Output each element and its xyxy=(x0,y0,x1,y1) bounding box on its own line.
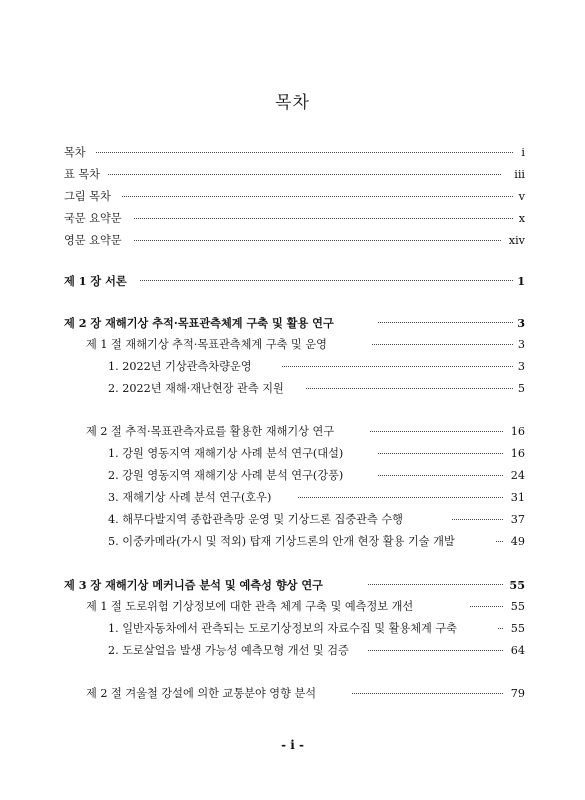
toc-page: 5 xyxy=(517,382,525,395)
toc-entry-item-2-2-5[interactable] xyxy=(0,533,585,551)
toc-entry-figure-list[interactable] xyxy=(0,188,585,206)
toc-entry-item-2-2-3[interactable] xyxy=(0,489,585,507)
toc-page: 55 xyxy=(510,622,525,635)
toc-label: 제 2 절 겨울철 강설에 의한 교통분야 영향 분석 xyxy=(86,687,317,700)
toc-entry-section-2-1[interactable] xyxy=(0,336,585,354)
toc-label: 제 3 장 재해기상 메커니즘 분석 및 예측성 향상 연구 xyxy=(64,578,323,592)
toc-page: 16 xyxy=(510,425,525,438)
toc-entry-chapter-3[interactable] xyxy=(0,576,585,594)
toc-entry-section-3-1[interactable] xyxy=(0,598,585,616)
toc-page: 64 xyxy=(510,644,525,657)
leader-dots xyxy=(134,218,513,219)
leader-dots xyxy=(370,431,503,432)
toc-entry-korean-abstract[interactable] xyxy=(0,210,585,228)
toc-entry-item-2-2-1[interactable] xyxy=(0,445,585,463)
leader-dots xyxy=(134,240,501,241)
toc-page: 49 xyxy=(510,535,525,548)
toc-entry-section-3-2[interactable] xyxy=(0,685,585,703)
toc-entry-table-list[interactable] xyxy=(0,166,585,184)
toc-page: v xyxy=(518,190,525,203)
toc-page: 31 xyxy=(510,491,525,504)
toc-page: i xyxy=(521,146,525,159)
toc-entry-item-2-2-2[interactable] xyxy=(0,467,585,485)
leader-dots xyxy=(96,152,513,153)
toc-page: 24 xyxy=(510,469,525,482)
toc-entry-contents[interactable] xyxy=(0,144,585,162)
toc-label: 4. 해무다발지역 종합관측망 운영 및 기상드론 집중관측 수행 xyxy=(108,513,403,526)
toc-page: 1 xyxy=(517,274,525,288)
leader-dots xyxy=(298,497,503,498)
toc-label: 2. 2022년 재해·재난현장 관측 지원 xyxy=(108,382,284,395)
toc-label: 제 1 장 서론 xyxy=(64,274,127,288)
leader-dots xyxy=(282,366,513,367)
toc-page: 37 xyxy=(510,513,525,526)
leader-dots xyxy=(368,650,503,651)
leader-dots xyxy=(378,475,503,476)
leader-dots xyxy=(378,322,513,323)
toc-page: xiv xyxy=(508,234,525,247)
toc-page: 3 xyxy=(517,338,525,351)
toc-page: 3 xyxy=(517,316,525,330)
page-number: - i - xyxy=(281,738,304,752)
toc-label: 제 1 절 도로위험 기상정보에 대한 관측 체계 구축 및 예측정보 개선 xyxy=(86,600,414,613)
toc-label: 2. 도로살얼음 발생 가능성 예측모형 개선 및 검증 xyxy=(108,644,349,657)
leader-dots xyxy=(108,174,501,175)
page-title: 목차 xyxy=(275,93,310,113)
toc-label: 제 2 절 추적·목표관측자료를 활용한 재해기상 연구 xyxy=(86,425,335,438)
toc-entry-item-3-1-2[interactable] xyxy=(0,642,585,660)
toc-entry-item-2-2-4[interactable] xyxy=(0,511,585,529)
toc-entry-english-abstract[interactable] xyxy=(0,232,585,250)
toc-label: 제 1 절 재해기상 추적·목표관측체계 구축 및 운영 xyxy=(86,338,327,351)
toc-label: 목차 xyxy=(64,146,86,159)
toc-label: 영문 요약문 xyxy=(64,234,122,247)
leader-dots xyxy=(496,541,503,542)
toc-label: 제 2 장 재해기상 추적·목표관측체계 구축 및 활용 연구 xyxy=(64,316,334,330)
toc-page: x xyxy=(518,212,525,225)
leader-dots xyxy=(368,584,503,585)
toc-label: 5. 이중카메라(가시 및 적외) 탑재 기상드론의 안개 현장 활용 기술 개발 xyxy=(108,535,455,548)
toc-entry-item-2-1-2[interactable] xyxy=(0,380,585,398)
leader-dots xyxy=(372,344,513,345)
toc-page: 3 xyxy=(517,360,525,373)
leader-dots xyxy=(140,280,513,281)
toc-label: 그림 목차 xyxy=(64,190,111,203)
toc-page: iii xyxy=(514,168,525,181)
toc-entry-item-3-1-1[interactable] xyxy=(0,620,585,638)
leader-dots xyxy=(452,519,503,520)
leader-dots xyxy=(122,196,513,197)
leader-dots xyxy=(498,628,503,629)
toc-page: 55 xyxy=(509,578,525,592)
toc-entry-item-2-1-1[interactable] xyxy=(0,358,585,376)
toc-label: 3. 재해기상 사례 분석 연구(호우) xyxy=(108,491,272,504)
toc-label: 표 목차 xyxy=(64,168,100,181)
toc-label: 국문 요약문 xyxy=(64,212,122,225)
leader-dots xyxy=(470,606,503,607)
toc-entry-chapter-1[interactable] xyxy=(0,272,585,290)
toc-label: 2. 강원 영동지역 재해기상 사례 분석 연구(강풍) xyxy=(108,469,344,482)
toc-label: 1. 2022년 기상관측차량운영 xyxy=(108,360,252,373)
toc-page: 79 xyxy=(510,687,525,700)
toc-entry-chapter-2[interactable] xyxy=(0,314,585,332)
toc-label: 1. 강원 영동지역 재해기상 사례 분석 연구(대설) xyxy=(108,447,344,460)
leader-dots xyxy=(306,388,513,389)
toc-label: 1. 일반자동차에서 관측되는 도로기상정보의 자료수집 및 활용체계 구축 xyxy=(108,622,457,635)
leader-dots xyxy=(352,693,503,694)
leader-dots xyxy=(378,453,503,454)
toc-page: 55 xyxy=(510,600,525,613)
toc-entry-section-2-2[interactable] xyxy=(0,423,585,441)
toc-page: 16 xyxy=(510,447,525,460)
